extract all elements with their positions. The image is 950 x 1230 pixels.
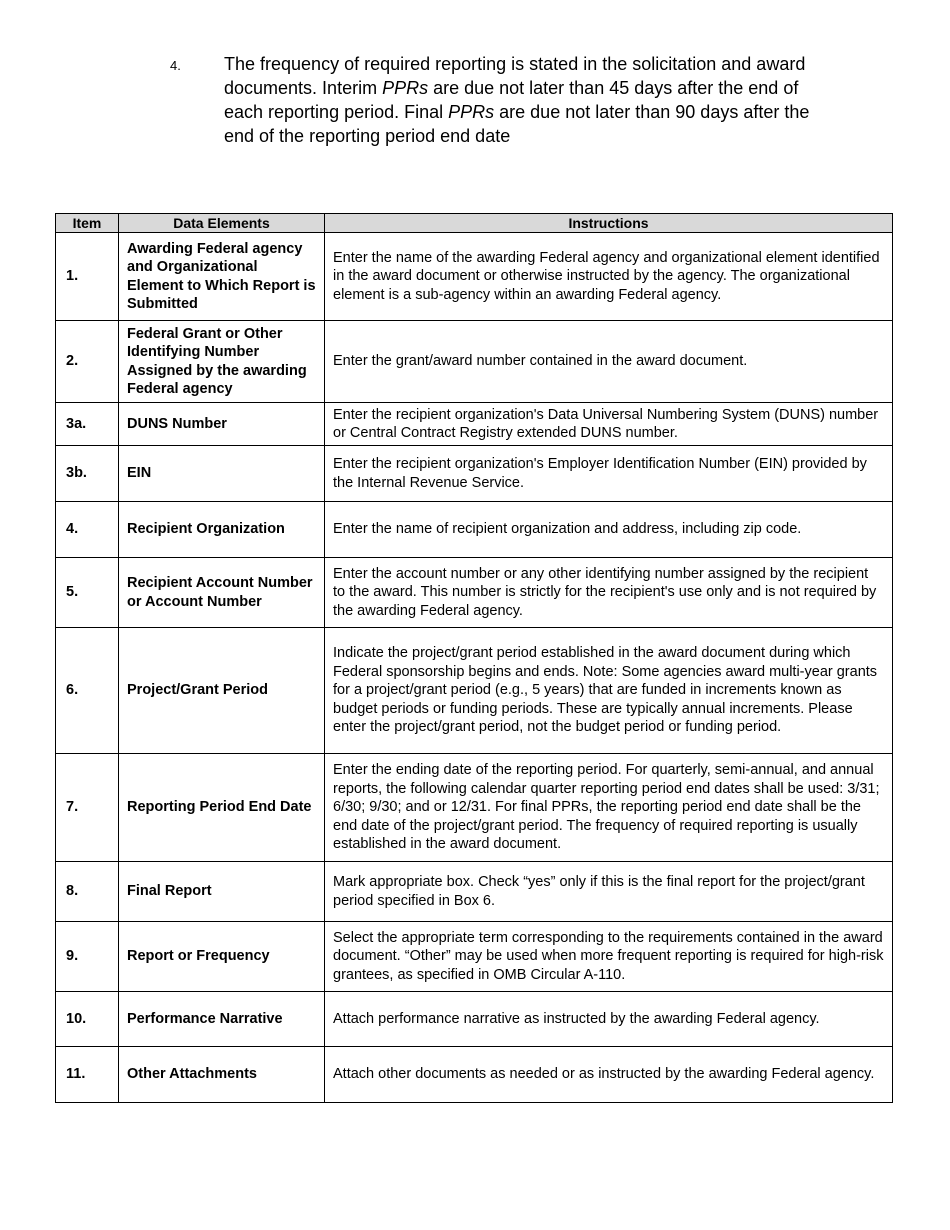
row-item: 9. (56, 922, 119, 992)
table-row (56, 992, 893, 1047)
row-data-element: Recipient Account Number or Account Number (119, 558, 325, 628)
row-item: 10. (56, 992, 119, 1047)
row-data-element: EIN (119, 446, 325, 502)
row-item: 8. (56, 862, 119, 922)
intro-text (224, 52, 824, 148)
row-item: 2. (56, 321, 119, 403)
row-item: 3a. (56, 403, 119, 446)
intro-part-italic: PPRs (382, 78, 429, 98)
table-row (56, 233, 893, 321)
row-item: 5. (56, 558, 119, 628)
table-row (56, 1047, 893, 1103)
table-row (56, 922, 893, 992)
row-instructions: Mark appropriate box. Check “yes” only if this is the final report for the project/grant period specified in Box 6. (325, 862, 893, 922)
row-instructions: Attach other documents as needed or as instructed by the awarding Federal agency. (325, 1047, 893, 1103)
table-row (56, 446, 893, 502)
row-data-element: Report or Frequency (119, 922, 325, 992)
row-item: 7. (56, 754, 119, 862)
intro-part: are due not later than 45 days after the end of each reporting period. Final (224, 78, 799, 122)
table-row (56, 321, 893, 403)
row-data-element: Awarding Federal agency and Organizational Element to Which Report is Submitted (119, 233, 325, 321)
table-row (56, 754, 893, 862)
row-instructions: Enter the recipient organization's Data Universal Numbering System (DUNS) number or Central Contract Registry extended DUNS number. (325, 403, 893, 446)
intro-part: are due not later than 90 days after the end of the reporting period end date (224, 102, 810, 146)
row-data-element: Reporting Period End Date (119, 754, 325, 862)
row-data-element: Project/Grant Period (119, 628, 325, 754)
intro-number: 4. (170, 58, 181, 73)
row-instructions: Indicate the project/grant period established in the award document during which Federal sponsorship begins and ends. Note: Some agencies award multi-year grants for a project/grant period (e.g., 5 years) that are funded in increments known as budget periods or funding periods. These are typically annual increments. Please enter the project/grant period, not the budget period or funding period. (325, 628, 893, 754)
row-item: 1. (56, 233, 119, 321)
instructions-table (55, 213, 893, 1103)
header-instructions: Instructions (325, 214, 893, 233)
row-data-element: Final Report (119, 862, 325, 922)
row-instructions: Enter the grant/award number contained in the award document. (325, 321, 893, 403)
row-instructions: Enter the ending date of the reporting period. For quarterly, semi-annual, and annual reports, the following calendar quarter reporting period end dates shall be used: 3/31; 6/30; 9/30; and or 12/31. For final PPRs, the reporting period end date shall be the end date of the project/grant period. The frequency of required reporting is usually established in the award document. (325, 754, 893, 862)
row-instructions: Attach performance narrative as instructed by the awarding Federal agency. (325, 992, 893, 1047)
row-instructions: Enter the name of recipient organization and address, including zip code. (325, 502, 893, 558)
row-instructions: Enter the name of the awarding Federal agency and organizational element identified in the award document or otherwise instructed by the agency. The organizational element is a sub-agency within an awarding Federal agency. (325, 233, 893, 321)
header-data-elements: Data Elements (119, 214, 325, 233)
table-row (56, 628, 893, 754)
intro-part: The frequency of required reporting is stated in the solicitation and award documents. Interim (224, 54, 806, 98)
table-header-row (56, 214, 893, 233)
intro-part-italic: PPRs (448, 102, 495, 122)
row-data-element: Federal Grant or Other Identifying Number Assigned by the awarding Federal agency (119, 321, 325, 403)
row-instructions: Enter the recipient organization's Employer Identification Number (EIN) provided by the Internal Revenue Service. (325, 446, 893, 502)
row-data-element: Performance Narrative (119, 992, 325, 1047)
row-data-element: Recipient Organization (119, 502, 325, 558)
table-row (56, 403, 893, 446)
table-row (56, 558, 893, 628)
row-instructions: Enter the account number or any other identifying number assigned by the recipient to the award. This number is strictly for the recipient's use only and is not required by the awarding Federal agency. (325, 558, 893, 628)
row-item: 3b. (56, 446, 119, 502)
header-item: Item (56, 214, 119, 233)
row-data-element: Other Attachments (119, 1047, 325, 1103)
table-row (56, 502, 893, 558)
row-data-element: DUNS Number (119, 403, 325, 446)
row-item: 11. (56, 1047, 119, 1103)
row-item: 6. (56, 628, 119, 754)
table-row (56, 862, 893, 922)
row-instructions: Select the appropriate term corresponding to the requirements contained in the award document. “Other” may be used when more frequent reporting is required for high-risk grantees, as specified in OMB Circular A-110. (325, 922, 893, 992)
row-item: 4. (56, 502, 119, 558)
